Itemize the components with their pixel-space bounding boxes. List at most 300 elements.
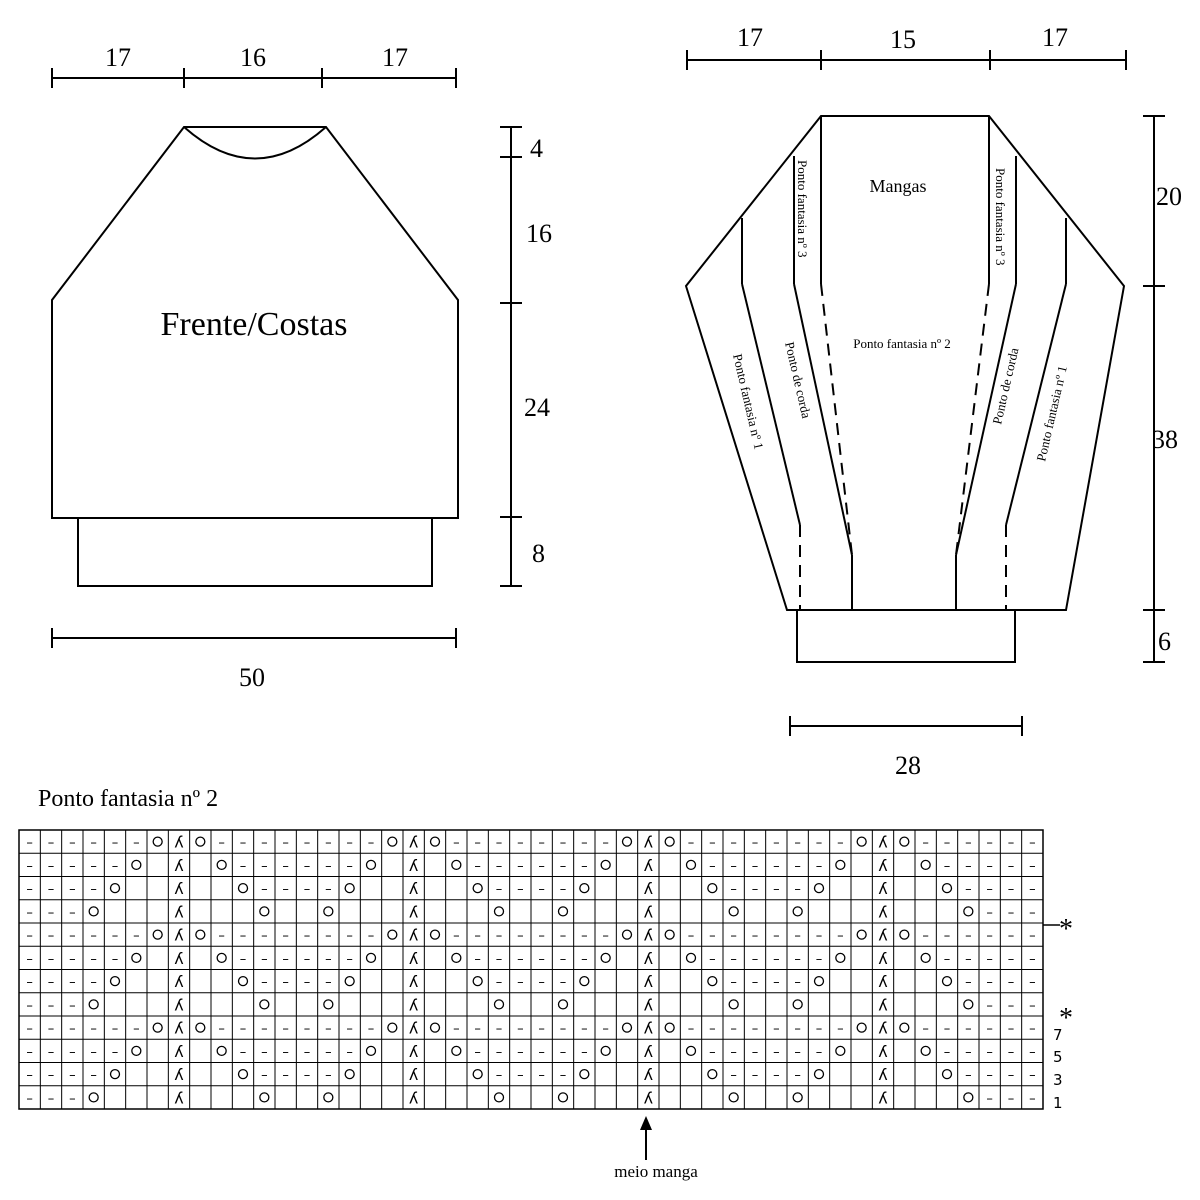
- decrease-symbol: ʎ: [174, 1041, 184, 1061]
- purl-symbol: –: [47, 998, 55, 1014]
- stitch-chart: [19, 786, 1073, 1181]
- purl-symbol: –: [26, 905, 33, 921]
- purl-symbol: –: [282, 1068, 289, 1084]
- purl-symbol: –: [709, 835, 716, 851]
- yarn-over-symbol: [687, 1046, 696, 1055]
- yarn-over-symbol: [708, 977, 717, 986]
- sleeve-label-corda-right: Ponto de corda: [989, 346, 1022, 426]
- purl-symbol: –: [517, 858, 524, 874]
- purl-symbol: –: [730, 975, 737, 991]
- yarn-over-symbol: [495, 907, 504, 916]
- decrease-symbol: ʎ: [643, 1018, 654, 1038]
- purl-symbol: –: [325, 1068, 332, 1084]
- decrease-symbol: ʎ: [878, 832, 888, 852]
- purl-symbol: –: [1029, 1021, 1036, 1037]
- purl-symbol: –: [26, 928, 33, 944]
- sleeve-height-cap: 20: [1156, 182, 1182, 211]
- purl-symbol: –: [474, 951, 481, 967]
- purl-symbol: –: [837, 835, 844, 851]
- decrease-symbol: ʎ: [174, 879, 184, 899]
- purl-symbol: –: [751, 951, 759, 967]
- yarn-over-symbol: [793, 907, 802, 916]
- purl-symbol: –: [986, 975, 993, 991]
- sleeve-bottom-width: 28: [895, 751, 921, 780]
- yarn-over-symbol: [217, 860, 226, 869]
- purl-symbol: –: [794, 882, 801, 898]
- body-top-width-center: 16: [240, 43, 266, 72]
- repeat-marker-bottom: *: [1059, 1003, 1073, 1034]
- yarn-over-symbol: [111, 1070, 120, 1079]
- purl-symbol: –: [346, 951, 353, 967]
- decrease-symbol: ʎ: [878, 1088, 888, 1108]
- decrease-symbol: ʎ: [174, 855, 184, 875]
- yarn-over-symbol: [473, 1070, 482, 1079]
- purl-symbol: –: [986, 858, 993, 874]
- decrease-symbol: ʎ: [174, 1088, 184, 1108]
- purl-symbol: –: [773, 1021, 780, 1037]
- purl-symbol: –: [709, 1044, 716, 1060]
- purl-symbol: –: [1007, 1021, 1015, 1037]
- purl-symbol: –: [282, 1044, 289, 1060]
- yarn-over-symbol: [239, 1070, 248, 1079]
- purl-symbol: –: [495, 882, 503, 898]
- purl-symbol: –: [90, 882, 97, 898]
- purl-symbol: –: [495, 1068, 503, 1084]
- decrease-symbol: ʎ: [643, 1088, 654, 1108]
- purl-symbol: –: [1029, 975, 1036, 991]
- purl-symbol: –: [517, 951, 524, 967]
- purl-symbol: –: [495, 835, 503, 851]
- body-piece: [52, 43, 552, 692]
- purl-symbol: –: [47, 928, 55, 944]
- yarn-over-symbol: [132, 1046, 141, 1055]
- decrease-symbol: ʎ: [174, 995, 184, 1015]
- purl-symbol: –: [538, 975, 545, 991]
- purl-symbol: –: [538, 1044, 545, 1060]
- purl-symbol: –: [133, 1021, 140, 1037]
- decrease-symbol: ʎ: [408, 902, 419, 922]
- purl-symbol: –: [90, 835, 97, 851]
- body-bottom-width: 50: [239, 663, 265, 692]
- purl-symbol: –: [965, 858, 972, 874]
- purl-symbol: –: [1007, 835, 1015, 851]
- purl-symbol: –: [602, 928, 609, 944]
- body-height-armhole: 16: [526, 219, 552, 248]
- decrease-symbol: ʎ: [174, 925, 184, 945]
- purl-symbol: –: [794, 928, 801, 944]
- purl-symbol: –: [751, 835, 759, 851]
- purl-symbol: –: [517, 1021, 524, 1037]
- sleeve-piece-label: Mangas: [869, 176, 927, 196]
- purl-symbol: –: [1029, 928, 1036, 944]
- purl-symbol: –: [794, 975, 801, 991]
- decrease-symbol: ʎ: [174, 1018, 184, 1038]
- yarn-over-symbol: [601, 1046, 610, 1055]
- sleeve-rib-band: [797, 610, 1015, 662]
- yarn-over-symbol: [793, 1000, 802, 1009]
- purl-symbol: –: [495, 951, 503, 967]
- purl-symbol: –: [495, 975, 503, 991]
- yarn-over-symbol: [452, 860, 461, 869]
- purl-symbol: –: [325, 835, 332, 851]
- decrease-symbol: ʎ: [643, 879, 654, 899]
- purl-symbol: –: [495, 928, 503, 944]
- purl-symbol: –: [69, 975, 76, 991]
- decrease-symbol: ʎ: [878, 855, 888, 875]
- purl-symbol: –: [133, 835, 140, 851]
- purl-symbol: –: [517, 882, 524, 898]
- purl-symbol: –: [90, 1044, 97, 1060]
- purl-symbol: –: [453, 835, 460, 851]
- purl-symbol: –: [261, 882, 268, 898]
- chart-row-number: 5: [1053, 1048, 1063, 1066]
- yarn-over-symbol: [559, 1000, 568, 1009]
- purl-symbol: –: [26, 858, 33, 874]
- purl-symbol: –: [687, 835, 695, 851]
- purl-symbol: –: [559, 1044, 567, 1060]
- decrease-symbol: ʎ: [408, 1065, 419, 1085]
- purl-symbol: –: [453, 1021, 460, 1037]
- purl-symbol: –: [111, 1021, 119, 1037]
- yarn-over-symbol: [260, 1000, 269, 1009]
- purl-symbol: –: [261, 1044, 268, 1060]
- purl-symbol: –: [965, 928, 972, 944]
- yarn-over-symbol: [196, 1023, 205, 1032]
- body-top-width-right: 17: [382, 43, 408, 72]
- yarn-over-symbol: [345, 977, 354, 986]
- purl-symbol: –: [239, 928, 247, 944]
- purl-symbol: –: [26, 882, 33, 898]
- purl-symbol: –: [538, 1068, 545, 1084]
- yarn-over-symbol: [729, 1093, 738, 1102]
- yarn-over-symbol: [153, 1023, 162, 1032]
- purl-symbol: –: [986, 1021, 993, 1037]
- yarn-over-symbol: [559, 907, 568, 916]
- purl-symbol: –: [538, 835, 545, 851]
- sleeve-height-main: 38: [1152, 425, 1178, 454]
- yarn-over-symbol: [431, 930, 440, 939]
- purl-symbol: –: [261, 928, 268, 944]
- purl-symbol: –: [986, 998, 993, 1014]
- purl-symbol: –: [730, 928, 737, 944]
- yarn-over-symbol: [367, 860, 376, 869]
- purl-symbol: –: [111, 858, 119, 874]
- purl-symbol: –: [1007, 905, 1015, 921]
- yarn-over-symbol: [900, 1023, 909, 1032]
- decrease-symbol: ʎ: [878, 948, 888, 968]
- decrease-symbol: ʎ: [878, 1018, 888, 1038]
- yarn-over-symbol: [260, 907, 269, 916]
- yarn-over-symbol: [601, 860, 610, 869]
- yarn-over-symbol: [345, 884, 354, 893]
- decrease-symbol: ʎ: [408, 948, 419, 968]
- purl-symbol: –: [965, 1044, 972, 1060]
- body-height-main: 24: [524, 393, 550, 422]
- purl-symbol: –: [282, 975, 289, 991]
- purl-symbol: –: [133, 928, 140, 944]
- purl-symbol: –: [90, 928, 97, 944]
- purl-symbol: –: [581, 928, 588, 944]
- decrease-symbol: ʎ: [408, 1088, 419, 1108]
- decrease-symbol: ʎ: [878, 972, 888, 992]
- purl-symbol: –: [218, 1021, 225, 1037]
- purl-symbol: –: [943, 951, 951, 967]
- purl-symbol: –: [815, 1044, 823, 1060]
- purl-symbol: –: [69, 835, 76, 851]
- purl-symbol: –: [602, 835, 609, 851]
- yarn-over-symbol: [921, 860, 930, 869]
- purl-symbol: –: [965, 951, 972, 967]
- purl-symbol: –: [751, 1044, 759, 1060]
- purl-symbol: –: [751, 858, 759, 874]
- purl-symbol: –: [346, 835, 353, 851]
- body-neckline: [184, 127, 326, 159]
- purl-symbol: –: [943, 1021, 951, 1037]
- purl-symbol: –: [965, 975, 972, 991]
- body-height-rib: 8: [532, 539, 545, 568]
- purl-symbol: –: [943, 928, 951, 944]
- purl-symbol: –: [90, 1068, 97, 1084]
- decrease-symbol: ʎ: [878, 925, 888, 945]
- decrease-symbol: ʎ: [408, 1041, 419, 1061]
- purl-symbol: –: [495, 858, 503, 874]
- yarn-over-symbol: [623, 930, 632, 939]
- yarn-over-symbol: [815, 884, 824, 893]
- yarn-over-symbol: [943, 884, 952, 893]
- purl-symbol: –: [943, 1044, 951, 1060]
- decrease-symbol: ʎ: [174, 902, 184, 922]
- decrease-symbol: ʎ: [878, 879, 888, 899]
- decrease-symbol: ʎ: [408, 855, 419, 875]
- purl-symbol: –: [986, 1091, 993, 1107]
- purl-symbol: –: [559, 858, 567, 874]
- purl-symbol: –: [538, 858, 545, 874]
- purl-symbol: –: [1029, 882, 1036, 898]
- purl-symbol: –: [474, 858, 481, 874]
- purl-symbol: –: [367, 928, 375, 944]
- body-top-width-left: 17: [105, 43, 131, 72]
- purl-symbol: –: [261, 835, 268, 851]
- purl-symbol: –: [1007, 928, 1015, 944]
- purl-symbol: –: [239, 1021, 247, 1037]
- purl-symbol: –: [986, 882, 993, 898]
- purl-symbol: –: [69, 951, 76, 967]
- yarn-over-symbol: [196, 930, 205, 939]
- purl-symbol: –: [794, 1021, 801, 1037]
- purl-symbol: –: [538, 1021, 545, 1037]
- yarn-over-symbol: [687, 953, 696, 962]
- yarn-over-symbol: [815, 977, 824, 986]
- purl-symbol: –: [367, 1021, 375, 1037]
- purl-symbol: –: [965, 1021, 972, 1037]
- purl-symbol: –: [794, 858, 801, 874]
- purl-symbol: –: [559, 928, 567, 944]
- yarn-over-symbol: [388, 1023, 397, 1032]
- sleeve-panel-dashed: [956, 284, 989, 555]
- purl-symbol: –: [261, 1068, 268, 1084]
- yarn-over-symbol: [111, 977, 120, 986]
- yarn-over-symbol: [857, 837, 866, 846]
- purl-symbol: –: [474, 1021, 481, 1037]
- purl-symbol: –: [773, 928, 780, 944]
- yarn-over-symbol: [452, 1046, 461, 1055]
- yarn-over-symbol: [452, 953, 461, 962]
- purl-symbol: –: [111, 835, 119, 851]
- yarn-over-symbol: [217, 953, 226, 962]
- yarn-over-symbol: [793, 1093, 802, 1102]
- yarn-over-symbol: [964, 1093, 973, 1102]
- purl-symbol: –: [794, 951, 801, 967]
- purl-symbol: –: [559, 882, 567, 898]
- chart-title: Ponto fantasia nº 2: [38, 786, 219, 812]
- purl-symbol: –: [325, 951, 332, 967]
- purl-symbol: –: [47, 1068, 55, 1084]
- purl-symbol: –: [1007, 1044, 1015, 1060]
- yarn-over-symbol: [260, 1093, 269, 1102]
- purl-symbol: –: [538, 928, 545, 944]
- purl-symbol: –: [730, 835, 737, 851]
- purl-symbol: –: [325, 882, 332, 898]
- yarn-over-symbol: [580, 977, 589, 986]
- decrease-symbol: ʎ: [408, 925, 419, 945]
- yarn-over-symbol: [89, 1000, 98, 1009]
- center-arrow-head: [640, 1116, 652, 1130]
- sleeve-height-rib: 6: [1158, 627, 1171, 656]
- purl-symbol: –: [751, 928, 759, 944]
- purl-symbol: –: [1029, 835, 1036, 851]
- purl-symbol: –: [282, 882, 289, 898]
- purl-symbol: –: [26, 1021, 33, 1037]
- purl-symbol: –: [367, 835, 375, 851]
- purl-symbol: –: [303, 1021, 311, 1037]
- purl-symbol: –: [26, 998, 33, 1014]
- purl-symbol: –: [730, 1021, 737, 1037]
- purl-symbol: –: [773, 951, 780, 967]
- yarn-over-symbol: [900, 837, 909, 846]
- yarn-over-symbol: [89, 907, 98, 916]
- yarn-over-symbol: [89, 1093, 98, 1102]
- purl-symbol: –: [986, 1044, 993, 1060]
- yarn-over-symbol: [836, 953, 845, 962]
- decrease-symbol: ʎ: [878, 995, 888, 1015]
- yarn-over-symbol: [473, 977, 482, 986]
- decrease-symbol: ʎ: [174, 948, 184, 968]
- purl-symbol: –: [517, 1068, 524, 1084]
- purl-symbol: –: [69, 998, 76, 1014]
- yarn-over-symbol: [665, 1023, 674, 1032]
- decrease-symbol: ʎ: [643, 832, 654, 852]
- purl-symbol: –: [943, 858, 951, 874]
- purl-symbol: –: [346, 1044, 353, 1060]
- purl-symbol: –: [1007, 1068, 1015, 1084]
- decrease-symbol: ʎ: [408, 995, 419, 1015]
- sleeve-panel-line: [794, 284, 852, 555]
- yarn-over-symbol: [217, 1046, 226, 1055]
- decrease-symbol: ʎ: [643, 948, 654, 968]
- chart-row-number: 7: [1053, 1026, 1063, 1044]
- purl-symbol: –: [1007, 975, 1015, 991]
- yarn-over-symbol: [921, 1046, 930, 1055]
- yarn-over-symbol: [495, 1000, 504, 1009]
- sleeve-panel-dashed: [821, 284, 852, 555]
- purl-symbol: –: [687, 928, 695, 944]
- purl-symbol: –: [26, 1044, 33, 1060]
- purl-symbol: –: [538, 951, 545, 967]
- purl-symbol: –: [773, 1068, 780, 1084]
- yarn-over-symbol: [857, 930, 866, 939]
- yarn-over-symbol: [473, 884, 482, 893]
- purl-symbol: –: [239, 858, 247, 874]
- purl-symbol: –: [559, 835, 567, 851]
- purl-symbol: –: [218, 928, 225, 944]
- decrease-symbol: ʎ: [174, 972, 184, 992]
- yarn-over-symbol: [580, 884, 589, 893]
- purl-symbol: –: [26, 1091, 33, 1107]
- purl-symbol: –: [26, 975, 33, 991]
- yarn-over-symbol: [132, 953, 141, 962]
- purl-symbol: –: [837, 1021, 844, 1037]
- purl-symbol: –: [751, 975, 759, 991]
- purl-symbol: –: [47, 951, 55, 967]
- purl-symbol: –: [965, 882, 972, 898]
- yarn-over-symbol: [900, 930, 909, 939]
- purl-symbol: –: [1029, 905, 1036, 921]
- purl-symbol: –: [922, 928, 929, 944]
- purl-symbol: –: [1029, 1044, 1036, 1060]
- purl-symbol: –: [47, 882, 55, 898]
- purl-symbol: –: [986, 951, 993, 967]
- yarn-over-symbol: [111, 884, 120, 893]
- yarn-over-symbol: [964, 1000, 973, 1009]
- purl-symbol: –: [47, 835, 55, 851]
- decrease-symbol: ʎ: [408, 972, 419, 992]
- purl-symbol: –: [815, 835, 823, 851]
- body-height-neck: 4: [530, 134, 543, 163]
- purl-symbol: –: [325, 928, 332, 944]
- purl-symbol: –: [282, 1021, 289, 1037]
- purl-symbol: –: [602, 1021, 609, 1037]
- purl-symbol: –: [47, 975, 55, 991]
- purl-symbol: –: [69, 928, 76, 944]
- purl-symbol: –: [346, 858, 353, 874]
- purl-symbol: –: [26, 835, 33, 851]
- purl-symbol: –: [1007, 951, 1015, 967]
- yarn-over-symbol: [815, 1070, 824, 1079]
- purl-symbol: –: [730, 951, 737, 967]
- purl-symbol: –: [751, 882, 759, 898]
- purl-symbol: –: [69, 1091, 76, 1107]
- purl-symbol: –: [965, 1068, 972, 1084]
- purl-symbol: –: [815, 858, 823, 874]
- decrease-symbol: ʎ: [878, 902, 888, 922]
- yarn-over-symbol: [431, 1023, 440, 1032]
- purl-symbol: –: [1007, 1091, 1015, 1107]
- purl-symbol: –: [751, 1021, 759, 1037]
- purl-symbol: –: [111, 928, 119, 944]
- yarn-over-symbol: [921, 953, 930, 962]
- sleeve-label-pf1-right: Ponto fantasia nº 1: [1033, 364, 1070, 463]
- decrease-symbol: ʎ: [174, 1065, 184, 1085]
- decrease-symbol: ʎ: [643, 855, 654, 875]
- purl-symbol: –: [325, 1044, 332, 1060]
- decrease-symbol: ʎ: [643, 925, 654, 945]
- yarn-over-symbol: [729, 907, 738, 916]
- purl-symbol: –: [325, 1021, 332, 1037]
- body-piece-label: Frente/Costas: [160, 306, 348, 343]
- purl-symbol: –: [709, 951, 716, 967]
- purl-symbol: –: [303, 835, 311, 851]
- decrease-symbol: ʎ: [408, 832, 419, 852]
